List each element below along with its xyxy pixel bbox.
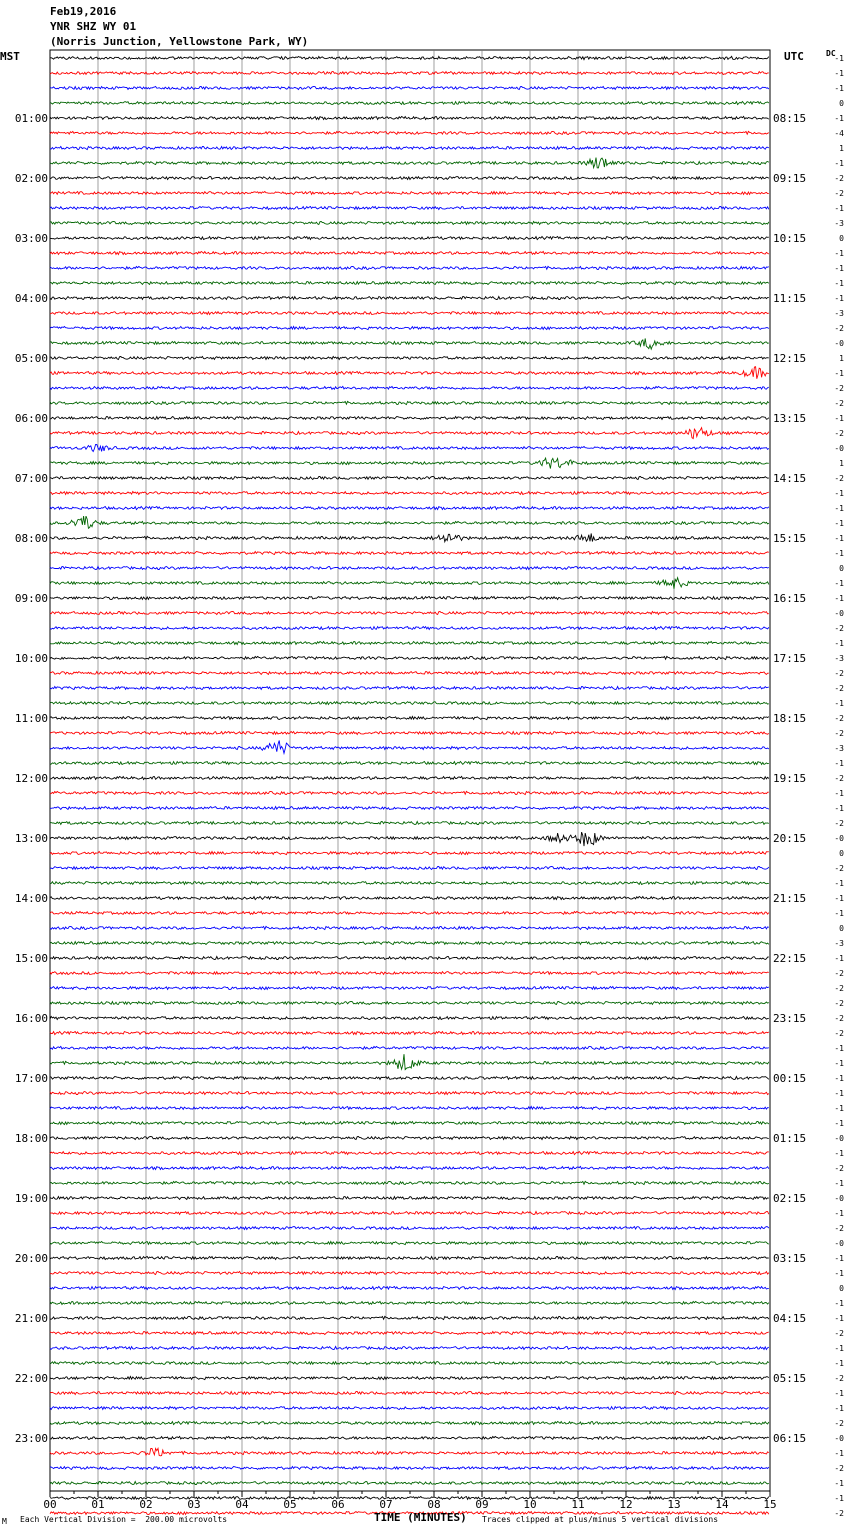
seismic-trace	[50, 1257, 769, 1260]
utc-hour-label: 23:15	[773, 1012, 807, 1025]
dc-offset-label: -1	[834, 1089, 844, 1098]
dc-offset-label: -2	[834, 1329, 844, 1338]
seismic-trace	[50, 672, 769, 675]
dc-offset-label: -1	[834, 1359, 844, 1368]
utc-hour-label: 20:15	[773, 832, 807, 845]
seismic-trace	[50, 327, 769, 330]
clipping-note: Traces clipped at plus/minus 5 vertical divisions	[482, 1515, 719, 1524]
seismic-trace	[50, 1122, 769, 1125]
utc-hour-label: 09:15	[773, 172, 807, 185]
dc-offset-label: -2	[834, 1014, 844, 1023]
dc-offset-label: -1	[834, 789, 844, 798]
utc-hour-label: 02:15	[773, 1192, 807, 1205]
seismic-trace	[50, 56, 769, 59]
seismic-trace	[50, 282, 769, 285]
mst-hour-label: 03:00	[14, 232, 48, 245]
mst-hour-label: 13:00	[14, 832, 48, 845]
dc-offset-label: -1	[834, 954, 844, 963]
dc-offset-label: -1	[834, 1494, 844, 1503]
seismic-trace	[50, 312, 769, 315]
dc-offset-label: -1	[834, 1449, 844, 1458]
seismic-trace	[50, 957, 769, 960]
seismic-trace	[50, 222, 769, 225]
mst-hour-label: 21:00	[14, 1312, 48, 1325]
dc-offset-label: -0	[834, 1239, 844, 1248]
dc-offset-label: -1	[834, 414, 844, 423]
seismic-trace	[50, 942, 769, 945]
seismic-trace	[50, 832, 769, 846]
dc-offset-label: -2	[834, 624, 844, 633]
dc-offset-label: -1	[834, 879, 844, 888]
dc-offset-label: -2	[834, 429, 844, 438]
mst-hour-label: 22:00	[14, 1372, 48, 1385]
dc-offset-label: -1	[834, 1314, 844, 1323]
dc-offset-label: 0	[839, 234, 844, 243]
x-tick-label: 01	[91, 1498, 105, 1511]
seismic-trace	[50, 1166, 769, 1169]
x-tick-label: 05	[283, 1498, 297, 1511]
mst-hour-label: 12:00	[14, 772, 48, 785]
dc-offset-label: 0	[839, 564, 844, 573]
dc-offset-label: -1	[834, 1479, 844, 1488]
x-tick-label: 08	[427, 1498, 441, 1511]
seismic-trace	[50, 867, 769, 870]
seismic-trace	[50, 1197, 769, 1200]
seismic-trace	[50, 338, 769, 349]
utc-hour-label: 13:15	[773, 412, 807, 425]
vertical-scale-note: Each Vertical Division = 200.00 microvolts	[20, 1515, 228, 1524]
seismic-trace	[50, 1002, 769, 1005]
dc-offset-label: -1	[834, 894, 844, 903]
seismic-trace	[50, 297, 769, 300]
dc-offset-label: -1	[834, 804, 844, 813]
x-tick-label: 02	[139, 1498, 153, 1511]
right-timezone-label: UTC	[784, 50, 804, 63]
utc-hour-label: 05:15	[773, 1372, 807, 1385]
dc-offset-label: -2	[834, 324, 844, 333]
dc-offset-label: -1	[834, 549, 844, 558]
dc-offset-label: 0	[839, 1284, 844, 1293]
seismic-trace	[50, 1227, 769, 1230]
dc-offset-label: -1	[834, 1269, 844, 1278]
dc-offset-label: -2	[834, 819, 844, 828]
plot-frame	[50, 50, 770, 1491]
seismic-trace	[50, 417, 769, 420]
seismic-trace	[50, 1316, 769, 1319]
x-tick-label: 13	[667, 1498, 681, 1511]
dc-offset-label: -1	[834, 204, 844, 213]
seismic-trace	[50, 612, 769, 615]
dc-offset-label: -2	[834, 1224, 844, 1233]
seismic-trace	[50, 1362, 769, 1365]
dc-offset-label: -2	[834, 969, 844, 978]
dc-offset-label: -1	[834, 159, 844, 168]
dc-offset-label: -0	[834, 834, 844, 843]
x-tick-label: 07	[379, 1498, 393, 1511]
seismic-trace	[50, 1347, 769, 1350]
seismic-trace	[50, 578, 769, 589]
dc-offset-label: -1	[834, 489, 844, 498]
dc-offset-label: -1	[834, 759, 844, 768]
plot-date: Feb19,2016	[50, 5, 117, 18]
utc-hour-label: 14:15	[773, 472, 807, 485]
dc-offset-label: -1	[834, 294, 844, 303]
dc-offset-label: -2	[834, 774, 844, 783]
dc-offset-label: -3	[834, 939, 844, 948]
utc-hour-label: 22:15	[773, 952, 807, 965]
dc-offset-label: -1	[834, 54, 844, 63]
dc-offset-label: -2	[834, 684, 844, 693]
seismic-trace	[50, 516, 769, 528]
seismic-trace	[50, 732, 769, 735]
seismic-trace	[50, 567, 769, 570]
utc-hour-label: 17:15	[773, 652, 807, 665]
seismic-trace	[50, 987, 769, 990]
seismic-trace	[50, 158, 769, 168]
seismic-trace	[50, 1092, 769, 1095]
seismic-trace	[50, 266, 769, 269]
station-code: YNR SHZ WY 01	[50, 20, 137, 33]
mst-hour-label: 23:00	[14, 1432, 48, 1445]
seismic-trace	[50, 401, 769, 404]
seismic-trace	[50, 762, 769, 765]
dc-offset-label: -3	[834, 654, 844, 663]
seismic-trace	[50, 656, 769, 659]
x-tick-label: 09	[475, 1498, 489, 1511]
seismic-trace	[50, 1482, 769, 1485]
dc-offset-label: -1	[834, 699, 844, 708]
utc-hour-label: 16:15	[773, 592, 807, 605]
dc-offset-label: -2	[834, 999, 844, 1008]
seismic-trace	[50, 597, 769, 600]
x-tick-label: 03	[187, 1498, 201, 1511]
seismic-trace	[50, 1497, 769, 1500]
seismic-trace	[50, 627, 769, 630]
dc-offset-label: 1	[839, 459, 844, 468]
seismic-trace	[50, 926, 769, 929]
dc-offset-label: -1	[834, 1404, 844, 1413]
seismic-trace	[50, 1077, 769, 1080]
dc-offset-label: -1	[834, 1389, 844, 1398]
x-tick-label: 04	[235, 1498, 249, 1511]
utc-hour-label: 06:15	[773, 1432, 807, 1445]
seismic-trace	[50, 458, 769, 468]
dc-offset-label: 1	[839, 354, 844, 363]
x-tick-label: 10	[523, 1498, 537, 1511]
seismic-trace	[50, 251, 769, 254]
dc-offset-label: -2	[834, 399, 844, 408]
mst-hour-label: 06:00	[14, 412, 48, 425]
x-tick-label: 11	[571, 1498, 585, 1511]
dc-offset-label: -1	[834, 1179, 844, 1188]
dc-offset-label: -1	[834, 504, 844, 513]
dc-offset-label: -1	[834, 1044, 844, 1053]
dc-offset-label: 0	[839, 849, 844, 858]
left-timezone-label: MST	[0, 50, 20, 63]
seismic-trace	[50, 116, 769, 119]
footer-mark: M	[2, 1517, 7, 1526]
dc-offset-label: -2	[834, 669, 844, 678]
dc-offset-label: -1	[834, 1059, 844, 1068]
x-tick-label: 06	[331, 1498, 345, 1511]
seismic-trace	[50, 911, 769, 914]
dc-offset-label: -1	[834, 279, 844, 288]
x-tick-label: 15	[763, 1498, 777, 1511]
seismic-trace	[50, 177, 769, 180]
seismic-trace	[50, 1287, 769, 1290]
seismic-trace	[50, 1377, 769, 1380]
dc-offset-label: -1	[834, 909, 844, 918]
dc-offset-label: -1	[834, 369, 844, 378]
dc-offset-label: -1	[834, 1149, 844, 1158]
x-tick-label: 14	[715, 1498, 729, 1511]
dc-offset-label: -2	[834, 729, 844, 738]
dc-offset-label: -1	[834, 69, 844, 78]
mst-hour-label: 10:00	[14, 652, 48, 665]
seismic-trace	[50, 1422, 769, 1425]
seismic-trace	[50, 702, 769, 705]
dc-offset-label: -2	[834, 714, 844, 723]
seismic-trace	[50, 444, 769, 451]
seismic-trace	[50, 972, 769, 975]
x-axis-title: TIME (MINUTES)	[374, 1511, 467, 1524]
dc-offset-label: -1	[834, 1119, 844, 1128]
dc-offset-label: -1	[834, 1074, 844, 1083]
seismic-trace	[50, 1212, 769, 1215]
dc-offset-label: -1	[834, 1344, 844, 1353]
utc-hour-label: 03:15	[773, 1252, 807, 1265]
dc-offset-label: -2	[834, 189, 844, 198]
mst-hour-label: 05:00	[14, 352, 48, 365]
dc-offset-label: -1	[834, 639, 844, 648]
seismic-trace	[50, 357, 769, 360]
x-tick-label: 12	[619, 1498, 633, 1511]
mst-hour-label: 14:00	[14, 892, 48, 905]
dc-offset-label: 0	[839, 924, 844, 933]
dc-offset-label: -2	[834, 384, 844, 393]
utc-hour-label: 19:15	[773, 772, 807, 785]
dc-offset-label: -1	[834, 579, 844, 588]
seismic-trace	[50, 131, 769, 134]
dc-offset-label: -0	[834, 339, 844, 348]
seismic-trace	[50, 1272, 769, 1275]
dc-offset-label: 0	[839, 99, 844, 108]
dc-offset-label: -3	[834, 219, 844, 228]
mst-hour-label: 08:00	[14, 532, 48, 545]
dc-offset-label: -2	[834, 1509, 844, 1518]
mst-hour-label: 07:00	[14, 472, 48, 485]
seismic-trace	[50, 1467, 769, 1470]
dc-offset-label: -2	[834, 864, 844, 873]
dc-offset-label: -2	[834, 1374, 844, 1383]
utc-hour-label: 08:15	[773, 112, 807, 125]
seismic-trace	[50, 102, 769, 105]
dc-offset-label: -1	[834, 1209, 844, 1218]
dc-offset-label: -2	[834, 174, 844, 183]
dc-offset-label: -1	[834, 114, 844, 123]
seismic-trace	[50, 1152, 769, 1155]
dc-offset-label: -2	[834, 984, 844, 993]
seismic-trace	[50, 533, 769, 541]
seismic-trace	[50, 147, 769, 150]
seismic-trace	[50, 237, 769, 240]
utc-hour-label: 15:15	[773, 532, 807, 545]
utc-hour-label: 21:15	[773, 892, 807, 905]
seismic-trace	[50, 192, 769, 195]
station-location: (Norris Junction, Yellowstone Park, WY)	[50, 35, 309, 48]
seismic-trace	[50, 791, 769, 794]
mst-hour-label: 01:00	[14, 112, 48, 125]
mst-hour-label: 20:00	[14, 1252, 48, 1265]
dc-offset-label: -2	[834, 1419, 844, 1428]
seismic-trace	[50, 897, 769, 900]
dc-offset-label: -1	[834, 264, 844, 273]
seismic-trace	[50, 1448, 769, 1455]
seismic-trace	[50, 1107, 769, 1110]
seismic-trace	[50, 72, 769, 75]
x-tick-label: 00	[43, 1498, 57, 1511]
dc-offset-label: -3	[834, 309, 844, 318]
dc-offset-label: -2	[834, 1029, 844, 1038]
dc-offset-label: -1	[834, 249, 844, 258]
dc-offset-label: -1	[834, 519, 844, 528]
seismic-trace	[50, 882, 769, 885]
seismic-trace	[50, 507, 769, 510]
mst-hour-label: 11:00	[14, 712, 48, 725]
dc-offset-label: -3	[834, 744, 844, 753]
seismic-trace	[50, 1407, 769, 1410]
dc-offset-label: -0	[834, 1134, 844, 1143]
dc-offset-label: -1	[834, 594, 844, 603]
dc-offset-label: -1	[834, 84, 844, 93]
dc-offset-label: 1	[839, 144, 844, 153]
utc-hour-label: 11:15	[773, 292, 807, 305]
mst-hour-label: 16:00	[14, 1012, 48, 1025]
dc-offset-label: -1	[834, 534, 844, 543]
seismic-trace	[50, 717, 769, 720]
seismic-trace	[50, 1017, 769, 1020]
seismic-trace	[50, 1032, 769, 1035]
seismic-trace	[50, 822, 769, 825]
dc-offset-label: -1	[834, 1104, 844, 1113]
seismic-trace	[50, 852, 769, 855]
seismic-trace	[50, 776, 769, 779]
seismic-trace	[50, 477, 769, 480]
seismic-trace	[50, 1054, 769, 1069]
mst-hour-label: 15:00	[14, 952, 48, 965]
seismic-trace	[50, 1242, 769, 1245]
seismic-trace	[50, 1137, 769, 1140]
dc-offset-label: -0	[834, 1194, 844, 1203]
mst-hour-label: 17:00	[14, 1072, 48, 1085]
mst-hour-label: 19:00	[14, 1192, 48, 1205]
mst-hour-label: 09:00	[14, 592, 48, 605]
seismic-trace	[50, 428, 769, 439]
seismic-trace	[50, 1332, 769, 1335]
dc-offset-label: -0	[834, 444, 844, 453]
dc-offset-label: -0	[834, 609, 844, 618]
utc-hour-label: 12:15	[773, 352, 807, 365]
utc-hour-label: 04:15	[773, 1312, 807, 1325]
seismic-trace	[50, 1436, 769, 1439]
dc-offset-header: DC	[826, 49, 836, 58]
seismic-trace	[50, 207, 769, 210]
seismic-trace	[50, 367, 769, 379]
mst-hour-label: 04:00	[14, 292, 48, 305]
utc-hour-label: 10:15	[773, 232, 807, 245]
mst-hour-label: 18:00	[14, 1132, 48, 1145]
seismic-trace	[50, 807, 769, 810]
utc-hour-label: 18:15	[773, 712, 807, 725]
seismic-trace	[50, 1181, 769, 1184]
dc-offset-label: -2	[834, 1164, 844, 1173]
utc-hour-label: 00:15	[773, 1072, 807, 1085]
dc-offset-label: -4	[834, 129, 844, 138]
dc-offset-label: -2	[834, 474, 844, 483]
seismic-trace	[50, 741, 769, 754]
dc-offset-label: -1	[834, 1299, 844, 1308]
seismic-trace	[50, 687, 769, 690]
mst-hour-label: 02:00	[14, 172, 48, 185]
dc-offset-label: -2	[834, 1464, 844, 1473]
seismic-trace	[50, 641, 769, 644]
dc-offset-label: -1	[834, 1254, 844, 1263]
seismic-trace	[50, 1392, 769, 1395]
seismic-trace	[50, 87, 769, 90]
seismic-trace	[50, 552, 769, 555]
seismic-trace	[50, 1301, 769, 1304]
seismic-trace	[50, 386, 769, 389]
dc-offset-label: -0	[834, 1434, 844, 1443]
seismic-trace	[50, 1046, 769, 1049]
seismic-trace	[50, 492, 769, 495]
utc-hour-label: 01:15	[773, 1132, 807, 1145]
